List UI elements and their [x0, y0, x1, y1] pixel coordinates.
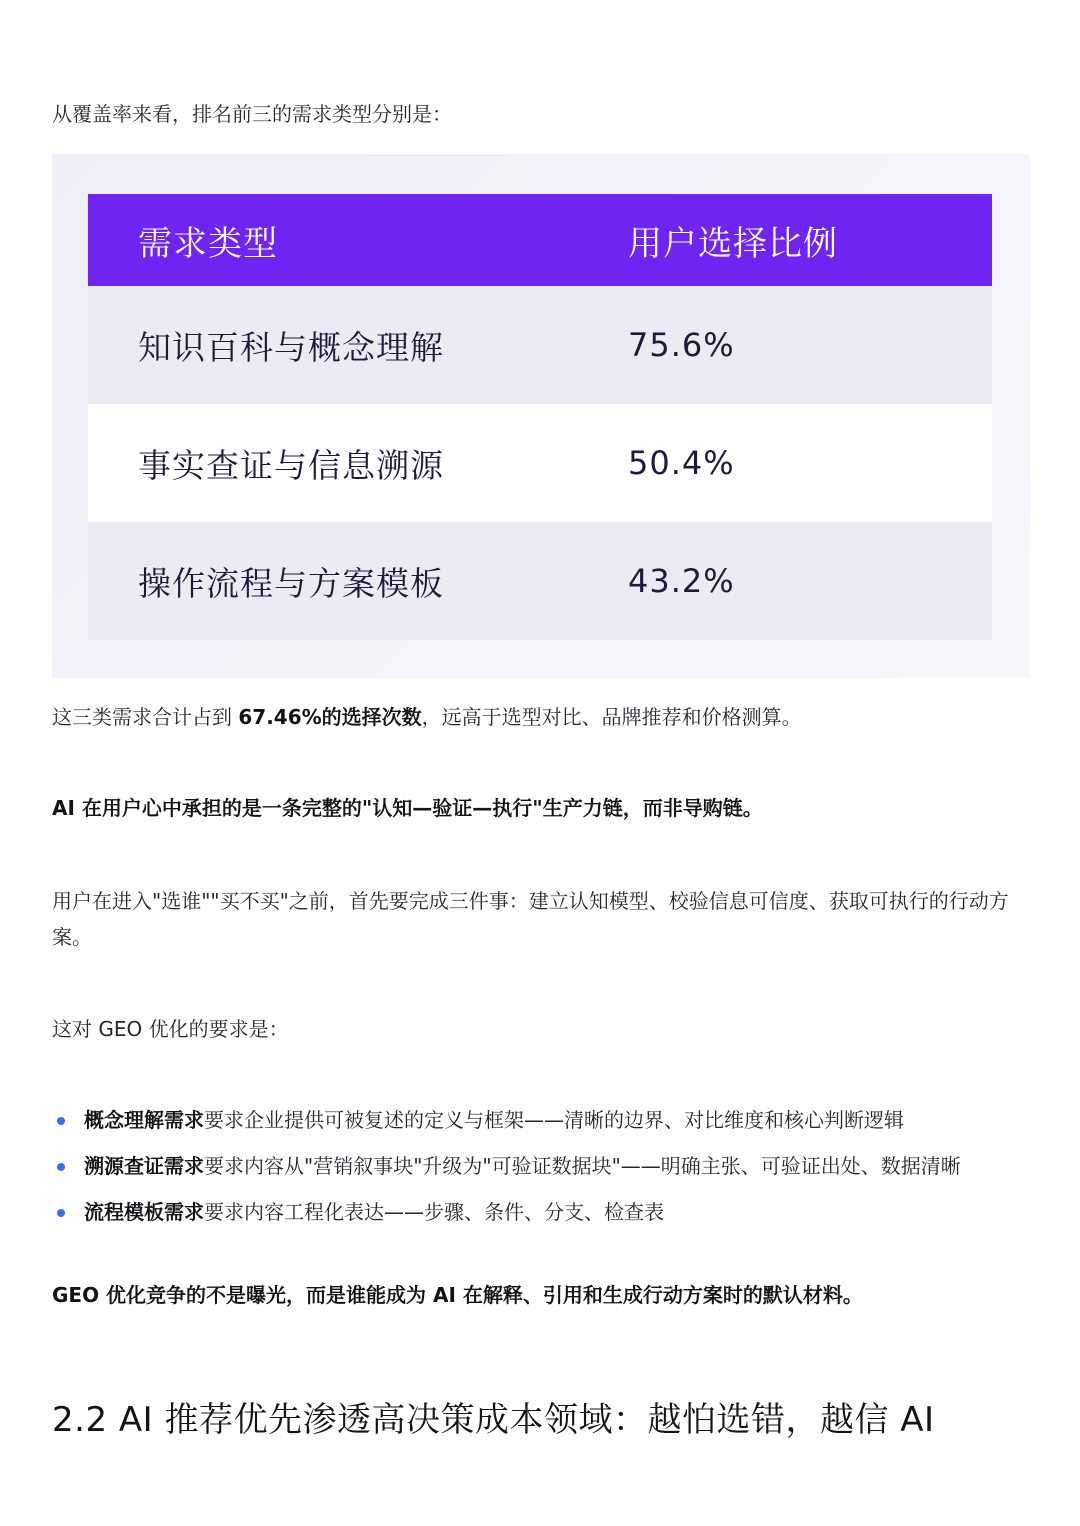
conclusion-text: AI 在用户心中承担的是一条完整的"认知—验证—执行"生产力链，而非导购链。 — [52, 796, 763, 820]
table-header-row — [88, 194, 992, 286]
row-ratio: 43.2% — [628, 562, 735, 600]
explain-text: 用户在进入"选谁""买不买"之前，首先要完成三件事：建立认知模型、校验信息可信度、获取可执行的行动方案。 — [52, 889, 1009, 949]
bullet-dot-icon — [57, 1163, 65, 1171]
row-demand-type: 知识百科与概念理解 — [138, 327, 444, 367]
row-ratio: 50.4% — [628, 444, 735, 482]
summary-highlight: 67.46%的选择次数 — [238, 705, 422, 729]
summary-after: ，远高于选型对比、品牌推荐和价格测算。 — [421, 705, 802, 729]
bullet-dot-icon — [57, 1117, 65, 1125]
list-item-title: 溯源查证需求 — [84, 1154, 204, 1178]
list-item — [52, 1194, 1022, 1230]
row-demand-type: 操作流程与方案模板 — [138, 563, 444, 603]
bullet-dot-icon — [57, 1209, 65, 1217]
list-item-title: 概念理解需求 — [84, 1108, 204, 1132]
requirement-list — [52, 1102, 1022, 1240]
list-item-text: 要求内容工程化表达——步骤、条件、分支、检查表 — [204, 1200, 664, 1224]
row-demand-type: 事实查证与信息溯源 — [138, 445, 444, 485]
row-ratio: 75.6% — [628, 326, 735, 364]
list-item — [52, 1148, 1022, 1184]
section-heading: 2.2 AI 推荐优先渗透高决策成本领域：越怕选错，越信 AI — [52, 1400, 935, 1440]
summary-text — [52, 699, 1018, 735]
demand-type-table — [88, 194, 992, 640]
header-user-ratio: 用户选择比例 — [628, 223, 838, 264]
header-demand-type: 需求类型 — [138, 223, 278, 264]
geo-intro-text: 这对 GEO 优化的要求是： — [52, 1017, 289, 1041]
list-item — [52, 1102, 1022, 1138]
table-row — [88, 286, 992, 404]
geo-conclusion-text: GEO 优化竞争的不是曝光，而是谁能成为 AI 在解释、引用和生成行动方案时的默认材料。 — [52, 1283, 863, 1307]
list-item-text: 要求内容从"营销叙事块"升级为"可验证数据块"——明确主张、可验证出处、数据清晰 — [204, 1154, 961, 1178]
list-item-title: 流程模板需求 — [84, 1200, 204, 1224]
table-row — [88, 404, 992, 522]
summary-before: 这三类需求合计占到 — [52, 705, 239, 729]
list-item-text: 要求企业提供可被复述的定义与框架——清晰的边界、对比维度和核心判断逻辑 — [204, 1108, 904, 1132]
table-card — [52, 154, 1030, 678]
intro-text: 从覆盖率来看，排名前三的需求类型分别是： — [52, 102, 452, 126]
table-row — [88, 522, 992, 640]
